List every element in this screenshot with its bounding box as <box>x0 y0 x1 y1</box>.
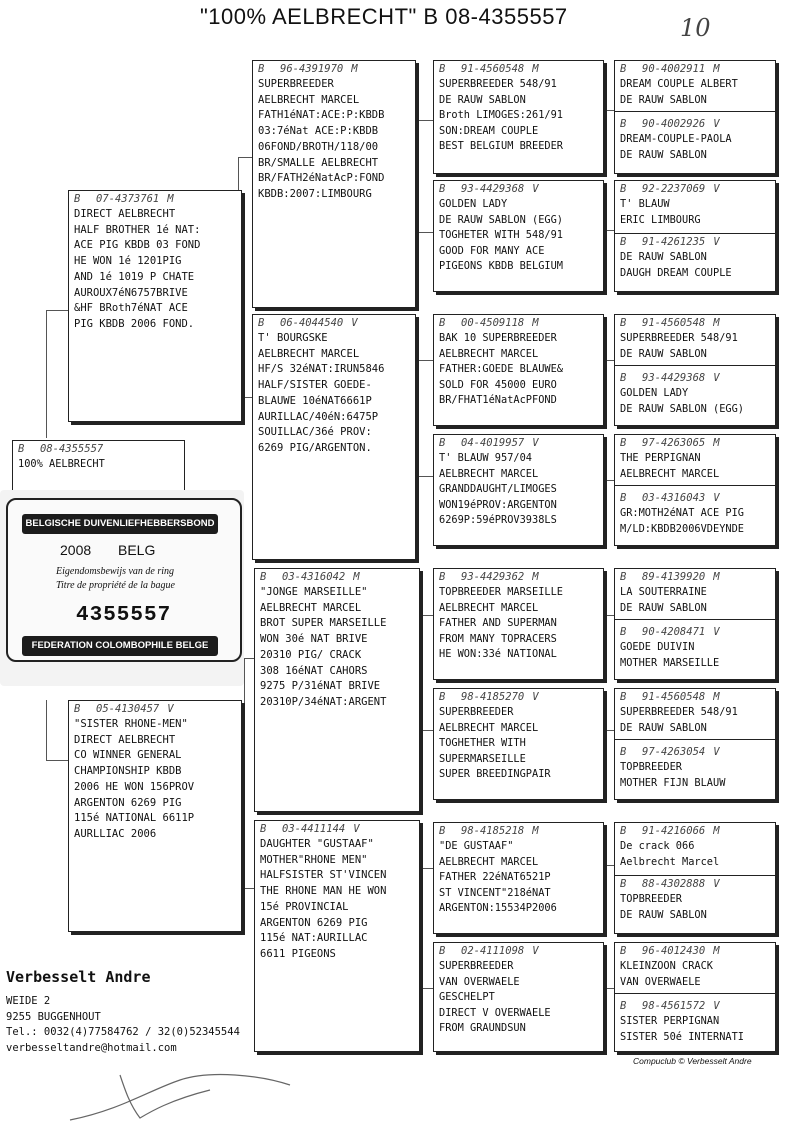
ring-prefix: B <box>260 823 267 835</box>
pedigree-line: 20310P/34éNAT:ARGENT <box>260 695 387 708</box>
pedigree-line: 20310 PIG/ CRACK <box>260 648 362 661</box>
divider <box>615 233 775 234</box>
sex: M <box>713 437 720 449</box>
pedigree-line: GR:MOTH2éNAT ACE PIG <box>620 507 744 520</box>
pedigree-line: SUPERBREEDER 548/91 <box>620 332 738 344</box>
pedigree-line: VAN OVERWAELE <box>620 975 701 988</box>
sex: M <box>532 825 539 837</box>
pedigree-line: 100% AELBRECHT <box>18 458 105 470</box>
pedigree-line: AELBRECHT MARCEL <box>439 721 539 734</box>
connector <box>416 120 434 121</box>
pedigree-line: BEST BELGIUM BREEDER <box>439 140 563 153</box>
grandparent-box <box>254 820 420 1052</box>
gen4-pair-box <box>614 688 776 800</box>
ring-number: 91-4560548 <box>642 691 706 703</box>
pedigree-line: AELBRECHT MARCEL <box>620 467 720 480</box>
pedigree-line: T' BLAUW <box>620 198 670 210</box>
connector <box>416 232 434 233</box>
owner-block <box>6 968 240 1056</box>
pedigree-line: SUPERBREEDER 548/91 <box>620 706 738 718</box>
sex: M <box>351 63 358 75</box>
connector <box>604 480 614 481</box>
owner-address: WEIDE 2 <box>6 995 51 1007</box>
connector <box>604 230 614 231</box>
pedigree-line: HE WON 1é 1201PIG <box>74 255 182 268</box>
ring-number: 97-4263054 <box>642 746 706 759</box>
sex: V <box>713 746 720 759</box>
pedigree-line: DE RAUW SABLON (EGG) <box>620 402 744 415</box>
sex: M <box>532 317 539 329</box>
owner-name: Verbesselt Andre <box>6 968 151 986</box>
pedigree-line: SON:DREAM COUPLE <box>439 124 539 137</box>
ring-prefix: B <box>620 571 627 583</box>
connector <box>604 865 614 866</box>
pedigree-line: PIGEONS KBDB BELGIUM <box>439 260 563 273</box>
card-bottom-banner: FEDERATION COLOMBOPHILE BELGE <box>22 636 218 656</box>
connector <box>46 310 47 438</box>
pedigree-line: AELBRECHT MARCEL <box>258 347 360 360</box>
pedigree-line: AELBRECHT MARCEL <box>439 467 539 480</box>
pedigree-line: 6611 PIGEONS <box>260 947 336 960</box>
sex: V <box>713 372 720 385</box>
ring-prefix: B <box>620 691 627 703</box>
pedigree-line: AELBRECHT MARCEL <box>258 93 360 106</box>
connector <box>420 988 434 989</box>
grandparent-box <box>252 60 416 308</box>
gen4-pair-box <box>614 180 776 292</box>
ring-number: 00-4509118 <box>461 317 525 329</box>
ring-prefix: B <box>620 746 627 759</box>
pedigree-line: BROT SUPER MARSEILLE <box>260 617 387 630</box>
sex: M <box>713 63 720 75</box>
pedigree-line: AURLLIAC 2006 <box>74 827 157 840</box>
pedigree-line: 115é NAT:AURILLAC <box>260 932 368 945</box>
pedigree-line: BR/FHAT1éNatAcPFOND <box>439 394 557 407</box>
sex: V <box>713 183 720 195</box>
pedigree-line: SUPERBREEDER <box>439 960 514 972</box>
pedigree-line: FATHER AND SUPERMAN <box>439 617 557 630</box>
sex: M <box>713 317 720 329</box>
sex: M <box>532 571 539 583</box>
pedigree-line: DIRECT AELBRECHT <box>74 208 176 220</box>
pedigree-line: ST VINCENT"218éNAT <box>439 886 551 899</box>
pedigree-line: SUPERBREEDER <box>258 78 334 90</box>
connector <box>420 868 421 988</box>
sex: V <box>713 626 720 639</box>
connector <box>420 868 434 869</box>
connector <box>238 157 252 158</box>
pedigree-line: DAUGHTER "GUSTAAF" <box>260 838 374 850</box>
sex: V <box>532 437 539 449</box>
pedigree-line: THE PERPIGNAN <box>620 452 701 464</box>
pedigree-line: DE RAUW SABLON <box>620 251 707 264</box>
ring-number: 98-4185270 <box>461 691 525 703</box>
sex: V <box>351 317 358 329</box>
ring-number: 98-4185218 <box>461 825 525 837</box>
ring-number: 97-4263065 <box>642 437 706 449</box>
ring-number: 03-4411144 <box>282 823 346 835</box>
gen4-pair-box <box>614 942 776 1052</box>
divider <box>615 875 775 876</box>
pedigree-line: AELBRECHT MARCEL <box>439 601 539 614</box>
pedigree-line: GESCHELPT <box>439 991 495 1004</box>
pedigree-line: DREAM-COUPLE-PAOLA <box>620 133 732 146</box>
ring-prefix: B <box>620 236 627 249</box>
ring-prefix: B <box>620 1000 627 1013</box>
ring-number: 88-4302888 <box>642 878 706 891</box>
great-grandparent-box <box>433 942 604 1052</box>
gen4-pair-box <box>614 822 776 934</box>
pedigree-line: FATH1éNAT:ACE:P:KBDB <box>258 109 385 122</box>
sex: M <box>713 945 720 957</box>
ring-number: 90-4002926 <box>642 118 706 131</box>
divider <box>615 485 775 486</box>
pedigree-line: ARGENTON:15534P2006 <box>439 902 557 915</box>
ring-prefix: B <box>620 372 627 385</box>
ring-number: 98-4561572 <box>642 1000 706 1013</box>
pedigree-line: &HF BRoth7éNAT ACE <box>74 302 188 315</box>
ring-number: 91-4560548 <box>461 63 525 75</box>
ring-prefix: B <box>439 63 446 75</box>
pedigree-line: SOUILLAC/36é PROV: <box>258 426 372 439</box>
pedigree-line: DE RAUW SABLON <box>620 347 707 360</box>
ring-number: 02-4111098 <box>461 945 525 957</box>
pedigree-line: DE RAUW SABLON <box>620 908 707 921</box>
card-line-2: Titre de propriété de la bague <box>56 580 175 591</box>
sex: V <box>713 878 720 891</box>
ring-prefix: B <box>18 443 25 455</box>
pedigree-line: VAN OVERWAELE <box>439 975 520 988</box>
pedigree-line: GRANDDAUGHT/LIMOGES <box>439 483 557 496</box>
grandparent-box <box>254 568 420 812</box>
ring-number: 90-4002911 <box>642 63 706 75</box>
pedigree-line: SOLD FOR 45000 EURO <box>439 378 557 391</box>
connector <box>420 615 421 730</box>
divider <box>615 111 775 112</box>
pedigree-line: FATHER 22éNAT6521P <box>439 871 551 884</box>
sex: M <box>353 571 360 583</box>
sex: M <box>713 691 720 703</box>
pedigree-line: GOEDE DUIVIN <box>620 641 695 654</box>
pedigree-line: ARGENTON 6269 PIG <box>260 916 368 929</box>
pedigree-line: MOTHER MARSEILLE <box>620 656 720 669</box>
pedigree-line: WON 30é NAT BRIVE <box>260 633 368 646</box>
owner-email[interactable]: verbesseltandre@hotmail.com <box>6 1041 177 1054</box>
divider <box>615 993 775 994</box>
footer-credit: Compuclub © Verbesselt Andre <box>633 1056 752 1066</box>
ring-prefix: B <box>620 492 627 505</box>
connector <box>46 310 68 311</box>
pedigree-line: DAUGH DREAM COUPLE <box>620 266 732 279</box>
ring-number: 06-4044540 <box>280 317 344 329</box>
ring-number: 91-4560548 <box>642 317 706 329</box>
owner-phone: Tel.: 0032(4)77584762 / 32(0)52345544 <box>6 1026 240 1038</box>
ring-number: 93-4429368 <box>461 183 525 195</box>
pedigree-line: MOTHER"RHONE MEN" <box>260 853 368 866</box>
connector <box>244 658 245 888</box>
ring-number: 91-4261235 <box>642 236 706 249</box>
pedigree-line: Broth LIMOGES:261/91 <box>439 109 563 122</box>
ring-number: 03-4316042 <box>282 571 346 583</box>
ring-number: 96-4012430 <box>642 945 706 957</box>
ring-prefix: B <box>260 571 267 583</box>
gen4-pair-box <box>614 434 776 546</box>
ring-prefix: B <box>439 571 446 583</box>
ring-prefix: B <box>439 183 446 195</box>
pedigree-line: AUROUX7éN6757BRIVE <box>74 286 188 299</box>
connector <box>604 360 614 361</box>
pedigree-line: KBDB:2007:LIMBOURG <box>258 187 372 200</box>
pedigree-line: MOTHER FIJN BLAUW <box>620 776 726 789</box>
ring-prefix: B <box>620 118 627 131</box>
great-grandparent-box <box>433 568 604 680</box>
sex: M <box>167 193 174 205</box>
sex: V <box>353 823 360 835</box>
pedigree-line: T' BOURGSKE <box>258 332 328 344</box>
ring-prefix: B <box>439 945 446 957</box>
connector <box>416 360 434 361</box>
connector <box>244 658 254 659</box>
pedigree-line: KLEINZOON CRACK <box>620 960 713 972</box>
pedigree-line: TOGHETER WITH 548/91 <box>439 229 563 242</box>
sex: V <box>713 492 720 505</box>
pedigree-line: THE RHONE MAN HE WON <box>260 885 387 898</box>
sex: V <box>167 703 174 715</box>
card-year: 2008 <box>60 542 92 558</box>
pedigree-line: DE RAUW SABLON <box>620 148 707 161</box>
connector <box>604 110 614 111</box>
sire-box <box>68 190 242 422</box>
pedigree-line: WON19éPROV:ARGENTON <box>439 498 557 511</box>
ring-prefix: B <box>74 703 81 715</box>
pedigree-line: AURILLAC/40éN:6475P <box>258 410 379 423</box>
pedigree-line: FATHER:GOEDE BLAUWE& <box>439 363 563 376</box>
sex: V <box>532 183 539 195</box>
ring-number: 96-4391970 <box>280 63 344 75</box>
ring-number: 92-2237069 <box>642 183 706 195</box>
ring-prefix: B <box>620 945 627 957</box>
pedigree-line: "JONGE MARSEILLE" <box>260 586 368 598</box>
pedigree-line: 15é PROVINCIAL <box>260 900 349 913</box>
ring-number: 90-4208471 <box>642 626 706 639</box>
ring-prefix: B <box>439 437 446 449</box>
ring-prefix: B <box>439 825 446 837</box>
card-top-banner: BELGISCHE DUIVENLIEFHEBBERSBOND <box>22 514 218 534</box>
pedigree-line: CHAMPIONSHIP KBDB <box>74 765 182 778</box>
pedigree-line: DE RAUW SABLON <box>620 601 707 614</box>
ring-ownership-card <box>0 490 244 686</box>
pedigree-line: 2006 HE WON 156PROV <box>74 780 195 793</box>
pedigree-line: De crack 066 <box>620 840 695 852</box>
great-grandparent-box <box>433 60 604 174</box>
pedigree-line: HE WON:33é NATIONAL <box>439 648 557 661</box>
pedigree-line: 6269P:59éPROV3938LS <box>439 514 557 527</box>
ring-prefix: B <box>439 691 446 703</box>
ring-number: 93-4429368 <box>642 372 706 385</box>
pedigree-line: CO WINNER GENERAL <box>74 749 182 762</box>
pedigree-line: SUPERBREEDER 548/91 <box>439 78 557 90</box>
pedigree-line: FROM GRAUNDSUN <box>439 1022 526 1035</box>
pedigree-line: M/LD:KBDB2006VDEYNDE <box>620 522 744 535</box>
pedigree-line: GOLDEN LADY <box>439 198 508 210</box>
card-ring-number: 4355557 <box>76 604 172 627</box>
divider <box>615 365 775 366</box>
connector <box>604 988 614 989</box>
pedigree-line: T' BLAUW 957/04 <box>439 452 532 464</box>
sex: M <box>713 571 720 583</box>
sex: V <box>713 236 720 249</box>
divider <box>615 619 775 620</box>
pedigree-line: AELBRECHT MARCEL <box>439 347 539 360</box>
sex: V <box>713 118 720 131</box>
ring-prefix: B <box>439 317 446 329</box>
connector <box>416 120 417 232</box>
pedigree-line: TOPBREEDER <box>620 893 682 906</box>
ring-prefix: B <box>620 626 627 639</box>
signature-scribble <box>60 1050 300 1130</box>
pedigree-line: GOLDEN LADY <box>620 387 689 400</box>
page-title: "100% AELBRECHT" B 08-4355557 <box>200 4 568 29</box>
gen4-pair-box <box>614 60 776 174</box>
pedigree-line: DE RAUW SABLON <box>620 721 707 734</box>
pedigree-line: BR/SMALLE AELBRECHT <box>258 156 379 169</box>
pedigree-line: DREAM COUPLE ALBERT <box>620 78 738 90</box>
owner-city: 9255 BUGGENHOUT <box>6 1010 101 1023</box>
ring-prefix: B <box>258 63 265 75</box>
ring-number: 07-4373761 <box>96 193 160 205</box>
ring-prefix: B <box>620 183 627 195</box>
sex: V <box>532 691 539 703</box>
connector <box>604 615 614 616</box>
connector <box>46 760 68 761</box>
pedigree-line: 6269 PIG/ARGENTON. <box>258 441 372 454</box>
pedigree-line: HF/S 32éNAT:IRUN5846 <box>258 363 385 376</box>
pedigree-line: BR/FATH2éNatAcP:FOND <box>258 172 385 185</box>
pedigree-line: SUPER BREEDINGPAIR <box>439 768 551 781</box>
ring-number: 03-4316043 <box>642 492 706 505</box>
pedigree-line: AELBRECHT MARCEL <box>260 601 362 614</box>
ring-number: 04-4019957 <box>461 437 525 449</box>
pedigree-line: SISTER 50é INTERNATI <box>620 1030 744 1043</box>
gen4-pair-box <box>614 314 776 426</box>
pedigree-line: LA SOUTERRAINE <box>620 586 707 598</box>
sex: M <box>713 825 720 837</box>
pedigree-line: DE RAUW SABLON (EGG) <box>439 213 563 226</box>
ring-prefix: B <box>620 63 627 75</box>
ring-number: 89-4139920 <box>642 571 706 583</box>
pedigree-line: "SISTER RHONE-MEN" <box>74 718 188 730</box>
card-line-1: Eigendomsbewijs van de ring <box>56 566 175 577</box>
pedigree-line: SISTER PERPIGNAN <box>620 1015 720 1028</box>
pedigree-line: TOPBREEDER <box>620 761 682 774</box>
ring-prefix: B <box>620 825 627 837</box>
great-grandparent-box <box>433 434 604 546</box>
pedigree-line: AELBRECHT MARCEL <box>439 855 539 868</box>
connector <box>416 476 434 477</box>
connector <box>420 615 434 616</box>
pedigree-line: DE RAUW SABLON <box>620 93 707 106</box>
sex: V <box>713 1000 720 1013</box>
pedigree-line: 9275 P/31éNAT BRIVE <box>260 680 381 693</box>
ring-number: 05-4130457 <box>96 703 160 715</box>
pedigree-line: SUPERBREEDER <box>439 706 514 718</box>
subject-box <box>12 440 185 490</box>
pedigree-line: ACE PIG KBDB 03 FOND <box>74 239 201 252</box>
pedigree-line: SUPERMARSEILLE <box>439 752 526 765</box>
great-grandparent-box <box>433 688 604 800</box>
connector <box>420 730 434 731</box>
pedigree-line: HALFSISTER ST'VINCEN <box>260 869 387 882</box>
pedigree-line: TOPBREEDER MARSEILLE <box>439 586 563 598</box>
pedigree-line: BLAUWE 10éNAT6661P <box>258 394 372 407</box>
pedigree-line: GOOD FOR MANY ACE <box>439 244 545 257</box>
pedigree-line: 308 16éNAT CAHORS <box>260 664 368 677</box>
sex: V <box>532 945 539 957</box>
great-grandparent-box <box>433 822 604 934</box>
divider <box>615 739 775 740</box>
pedigree-line: ARGENTON 6269 PIG <box>74 796 182 809</box>
great-grandparent-box <box>433 314 604 426</box>
pedigree-line: Aelbrecht Marcel <box>620 855 720 868</box>
pedigree-line: "DE GUSTAAF" <box>439 840 514 852</box>
sex: M <box>532 63 539 75</box>
pedigree-line: 06FOND/BROTH/118/00 <box>258 140 379 153</box>
connector <box>416 360 417 476</box>
pedigree-line: DE RAUW SABLON <box>439 93 526 106</box>
ring-number: 93-4429362 <box>461 571 525 583</box>
handwritten-note: 10 <box>680 14 711 42</box>
pedigree-line: PIG KBDB 2006 FOND. <box>74 317 195 330</box>
pedigree-line: 03:7éNat ACE:P:KBDB <box>258 125 379 138</box>
pedigree-line: 115é NATIONAL 6611P <box>74 812 195 825</box>
pedigree-line: BAK 10 SUPERBREEDER <box>439 332 557 344</box>
ring-prefix: B <box>620 437 627 449</box>
pedigree-line: ERIC LIMBOURG <box>620 213 701 226</box>
pedigree-line: HALF BROTHER 1é NAT: <box>74 223 201 236</box>
connector <box>46 700 47 760</box>
ring-prefix: B <box>74 193 81 205</box>
ring-number: 08-4355557 <box>40 443 104 455</box>
pedigree-line: TOGHETHER WITH <box>439 737 526 750</box>
pedigree-line: HALF/SISTER GOEDE- <box>258 379 372 392</box>
connector <box>244 888 254 889</box>
ring-prefix: B <box>620 878 627 891</box>
grandparent-box <box>252 314 416 560</box>
dam-box <box>68 700 242 932</box>
pedigree-line: FROM MANY TOPRACERS <box>439 632 557 645</box>
ring-number: 91-4216066 <box>642 825 706 837</box>
pedigree-line: AND 1é 1019 P CHATE <box>74 270 195 283</box>
ring-prefix: B <box>258 317 265 329</box>
great-grandparent-box <box>433 180 604 292</box>
card-country: BELG <box>118 542 156 558</box>
pedigree-line: DIRECT V OVERWAELE <box>439 1006 551 1019</box>
pedigree-line: DIRECT AELBRECHT <box>74 733 176 746</box>
ring-prefix: B <box>620 317 627 329</box>
connector <box>604 730 614 731</box>
gen4-pair-box <box>614 568 776 680</box>
